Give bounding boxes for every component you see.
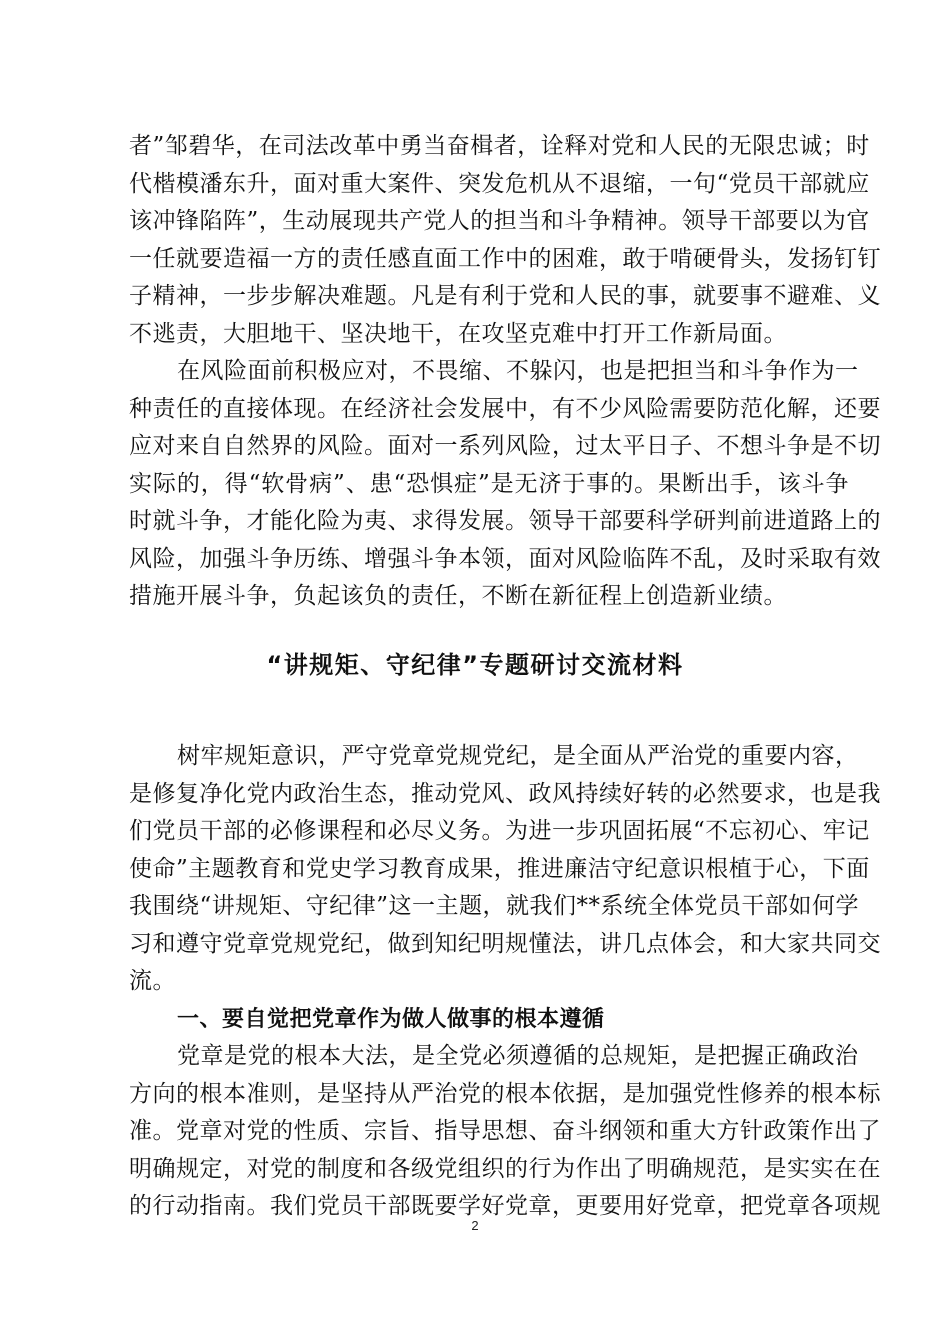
paragraph-line: 是修复净化党内政治生态，推动党风、政风持续好转的必然要求，也是我 (129, 780, 881, 807)
paragraph-line: 者”邹碧华，在司法改革中勇当奋楫者，诠释对党和人民的无限忠诚；时 (129, 133, 870, 159)
paragraph-line: 的行动指南。我们党员干部既要学好党章，更要用好党章，把党章各项规 (129, 1193, 881, 1219)
top-text-block (129, 128, 881, 616)
paragraph-line: 一任就要造福一方的责任感直面工作中的困难，敢于啃硬骨头，发扬钉钉 (129, 245, 881, 272)
document-title: “讲规矩、守纪律”专题研讨交流材料 (266, 651, 684, 679)
paragraph-line: 风险，加强斗争历练、增强斗争本领，面对风险临阵不乱，及时采取有效 (129, 545, 881, 572)
paragraph-line: 我围绕“讲规矩、守纪律”这一主题，就我们**系统全体党员干部如何学 (129, 893, 860, 919)
paragraph-line: 子精神，一步步解决难题。凡是有利于党和人民的事，就要事不避难、义 (129, 283, 881, 309)
paragraph-line: 树牢规矩意识，严守党章党规党纪，是全面从严治党的重要内容， (177, 743, 859, 769)
paragraph-line: 不逃责，大胆地干、坚决地干，在攻坚克难中打开工作新局面。 (129, 320, 787, 347)
paragraph-line: 流。 (129, 968, 176, 994)
paragraph-line: 应对来自自然界的风险。面对一系列风险，过太平日子、不想斗争是不切 (129, 433, 881, 459)
paragraph-3 (129, 738, 881, 1001)
paragraph-line: 种责任的直接体现。在经济社会发展中，有不少风险需要防范化解，还要 (129, 395, 881, 422)
paragraph-line: 措施开展斗争，负起该负的责任，不断在新征程上创造新业绩。 (129, 583, 787, 609)
paragraph-line: 准。党章对党的性质、宗旨、指导思想、奋斗纲领和重大方针政策作出了 (129, 1118, 881, 1144)
paragraph-line: 方向的根本准则，是坚持从严治党的根本依据，是加强党性修养的根本标 (129, 1080, 881, 1107)
paragraph-2 (129, 353, 881, 616)
intro-text-block (129, 738, 881, 1226)
paragraph-1 (129, 128, 881, 353)
paragraph-line: 在风险面前积极应对，不畏缩、不躲闪，也是把担当和斗争作为一 (177, 358, 859, 384)
paragraph-line: 代楷模潘东升，面对重大案件、突发危机从不退缩，一句“党员干部就应 (129, 170, 870, 197)
page-number: 2 (471, 1218, 479, 1233)
paragraph-line: 习和遵守党章党规党纪，做到知纪明规懂法，讲几点体会，和大家共同交 (129, 930, 881, 957)
paragraph-line: 使命”主题教育和党史学习教育成果，推进廉洁守纪意识根植于心，下面 (129, 855, 870, 882)
paragraph-line: 党章是党的根本大法，是全党必须遵循的总规矩，是把握正确政治 (177, 1043, 859, 1069)
paragraph-line: 们党员干部的必修课程和必尽义务。为进一步巩固拓展“不忘初心、牢记 (129, 818, 870, 844)
paragraph-line: 实际的，得“软骨病”、患“恐惧症”是无济于事的。果断出手，该斗争 (129, 470, 849, 497)
paragraph-4 (129, 1038, 881, 1226)
paragraph-line: 明确规定，对党的制度和各级党组织的行为作出了明确规范，是实实在在 (129, 1155, 881, 1182)
paragraph-line: 该冲锋陷阵”，生动展现共产党人的担当和斗争精神。领导干部要以为官 (129, 208, 870, 234)
paragraph-line: 时就斗争，才能化险为夷、求得发展。领导干部要科学研判前进道路上的 (129, 508, 881, 534)
section-heading: 一、要自觉把党章作为做人做事的根本遵循 (177, 1006, 605, 1032)
